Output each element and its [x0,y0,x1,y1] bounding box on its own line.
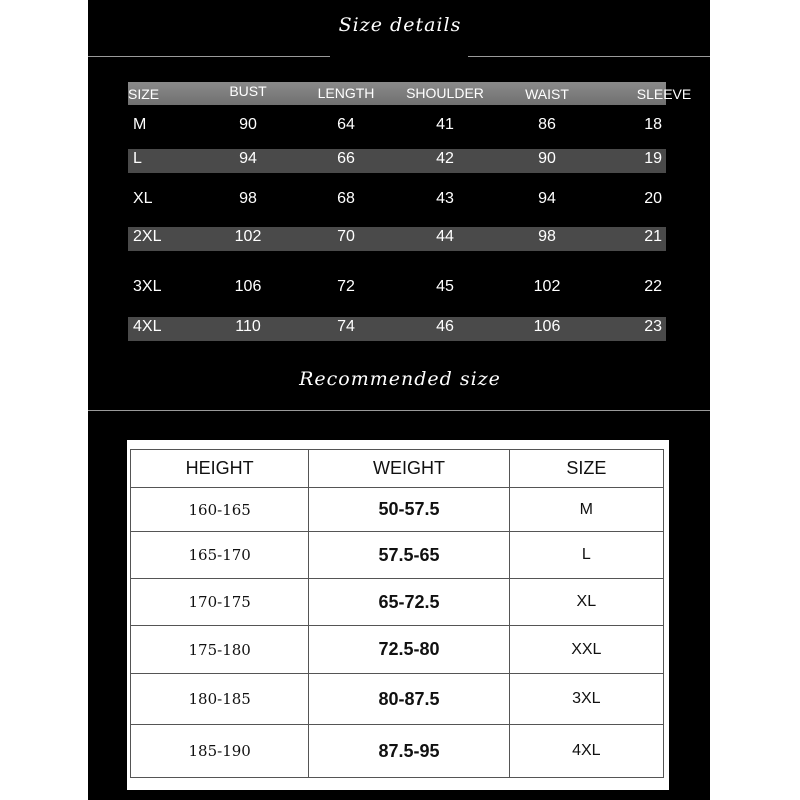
size-cell: 74 [337,318,355,335]
size-cell: 43 [436,190,454,207]
rec-cell: 180-185 [131,674,309,725]
title-divider-left [88,56,330,57]
rec-cell: 165-170 [131,532,309,579]
size-cell: 46 [436,318,454,335]
rec-table-row [131,626,664,674]
size-cell: 106 [533,318,561,335]
rec-cell: 185-190 [131,725,309,778]
size-header-size: SIZE [128,86,160,102]
size-cell: 45 [436,278,454,295]
size-header-waist: WAIST [525,86,569,102]
rec-cell: XXL [509,626,663,674]
recommended-size-card [127,440,669,790]
size-cell: 70 [337,228,355,245]
size-cell: 22 [644,278,662,295]
size-cell: 20 [644,190,662,207]
size-cell: 72 [337,278,355,295]
rec-header-weight: WEIGHT [309,450,509,488]
size-cell: 3XL [133,278,162,295]
recommended-size-title: Recommended size [299,368,501,390]
rec-table-row [131,725,664,778]
rec-header-height: HEIGHT [131,450,309,488]
rec-header-size: SIZE [509,450,663,488]
size-cell: 68 [337,190,355,207]
size-details-title: Size details [338,14,462,36]
recommended-divider [88,410,710,411]
rec-cell: 4XL [509,725,663,778]
size-header-shoulder: SHOULDER [406,85,484,101]
rec-cell: M [509,488,663,532]
rec-cell: 57.5-65 [309,532,509,579]
size-cell: M [133,116,147,133]
size-cell: 42 [436,150,454,167]
size-cell: 102 [234,228,262,245]
rec-table-row [131,488,664,532]
size-cell: 23 [644,318,662,335]
size-cell: 86 [538,116,556,133]
size-cell: 90 [239,116,257,133]
rec-table-row [131,579,664,626]
size-cell: 64 [337,116,355,133]
size-cell: 110 [235,318,261,335]
rec-table-row [131,532,664,579]
rec-cell: 65-72.5 [309,579,509,626]
size-cell: 19 [644,150,662,167]
size-cell: 90 [538,150,556,167]
rec-cell: 175-180 [131,626,309,674]
rec-cell: 72.5-80 [309,626,509,674]
size-header-sleeve: SLEEVE [636,86,692,102]
size-cell: 4XL [133,318,162,335]
size-cell: XL [133,190,153,207]
rec-cell: 170-175 [131,579,309,626]
size-header-bust: BUST [229,83,267,99]
size-cell: 44 [436,228,454,245]
size-cell: 94 [239,150,257,167]
size-cell: 2XL [133,228,162,245]
rec-cell: XL [509,579,663,626]
rec-cell: 160-165 [131,488,309,532]
size-cell: 41 [436,116,454,133]
size-cell: 106 [234,278,262,295]
size-cell: 98 [239,190,257,207]
title-divider-right [468,56,710,57]
rec-cell: 3XL [509,674,663,725]
rec-cell: 80-87.5 [309,674,509,725]
rec-table-row [131,674,664,725]
size-cell: 21 [644,228,662,245]
recommended-size-table [130,449,664,778]
size-cell: L [133,150,142,167]
rec-cell: 50-57.5 [309,488,509,532]
rec-cell: 87.5-95 [309,725,509,778]
size-cell: 18 [644,116,662,133]
rec-cell: L [509,532,663,579]
size-cell: 66 [337,150,355,167]
size-cell: 102 [533,278,561,295]
size-cell: 98 [538,228,556,245]
size-header-length: LENGTH [317,85,375,101]
size-cell: 94 [538,190,556,207]
